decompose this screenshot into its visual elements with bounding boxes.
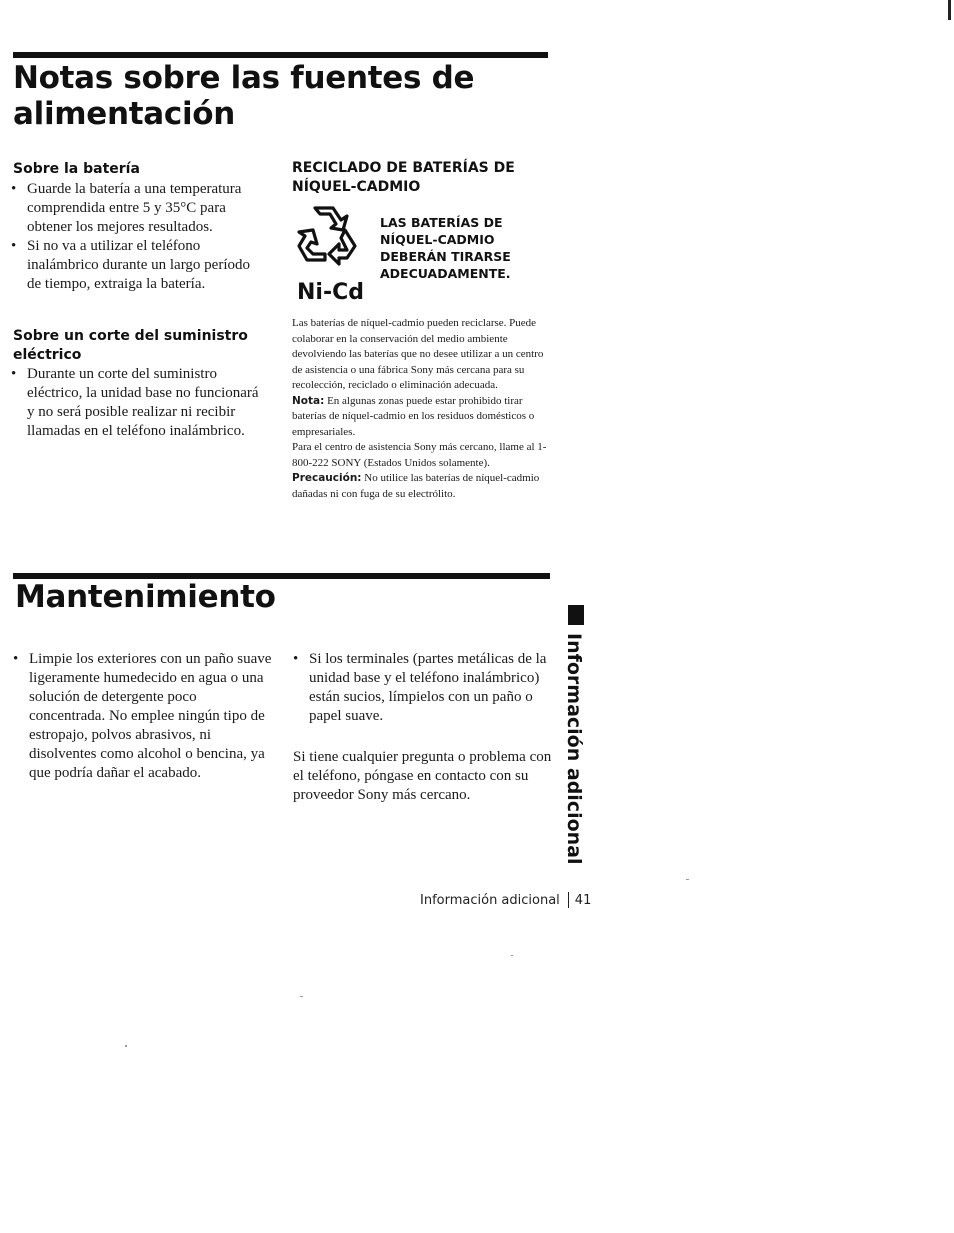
battery-heading: Sobre la batería: [13, 161, 140, 177]
list-item: • Si no va a utilizar el teléfono inalámbrico durante un largo período de tiempo, extraiga la batería.: [11, 237, 266, 294]
power-cut-heading: [13, 327, 273, 365]
warning-line: NÍQUEL-CADMIO: [380, 232, 495, 247]
nicd-label: Ni-Cd: [297, 280, 364, 305]
footer-divider: [568, 892, 569, 908]
maintenance-right-bullets: [293, 650, 553, 726]
recycling-contact: Para el centro de asistencia Sony más cercano, llame al 1-800-222 SONY (Estados Unidos solamente).: [292, 441, 547, 469]
contact-paragraph: Si tiene cualquier pregunta o problema con el teléfono, póngase en contacto con su proveedor Sony más cercano.: [293, 749, 552, 803]
section-title-maintenance: Mantenimiento: [15, 579, 276, 615]
title-line-2: alimentación: [13, 96, 236, 132]
scan-speck: [125, 1045, 127, 1047]
list-item: • Limpie los exteriores con un paño suave ligeramente humedecido en agua o una solución de detergente poco concentrada. No emplee ningún tipo de estropajo, polvos abrasivos, ni disolventes como alcohol o bencina, ya que podría dañar el acabado.: [13, 650, 275, 783]
warning-line: LAS BATERÍAS DE: [380, 215, 503, 230]
recycle-icon: [295, 200, 363, 268]
scan-speck: [511, 955, 513, 956]
recycling-warning: [380, 214, 550, 282]
title-line-1: Notas sobre las fuentes de: [13, 60, 475, 96]
recycling-heading-line-1: RECICLADO DE BATERÍAS DE: [292, 160, 515, 176]
scan-speck: [686, 879, 689, 880]
note-label: Nota:: [292, 394, 325, 407]
power-cut-bullets: [11, 365, 266, 441]
page-footer: [420, 892, 591, 910]
maintenance-left-bullets: [13, 650, 275, 783]
power-cut-heading-line-1: Sobre un corte del suministro: [13, 328, 248, 344]
battery-bullets: [11, 180, 266, 294]
section-rule-top: [13, 52, 548, 58]
recycling-note: [292, 394, 547, 441]
scan-speck: [948, 0, 951, 20]
scan-speck: [300, 996, 303, 997]
recycling-heading: [292, 159, 552, 197]
side-tab-marker: [568, 605, 584, 625]
page-number: 41: [574, 893, 592, 908]
side-tab-label: Información adicional: [563, 633, 585, 865]
list-item: • Durante un corte del suministro eléctrico, la unidad base no funcionará y no será posible realizar ni recibir llamadas en el teléfono inalámbrico.: [11, 365, 266, 441]
note-text: En algunas zonas puede estar prohibido tirar baterías de níquel-cadmio en los residuos domésticos o empresariales.: [292, 394, 535, 438]
list-item: • Si los terminales (partes metálicas de la unidad base y el teléfono inalámbrico) están sucios, límpielos con un paño o papel suave.: [293, 650, 553, 726]
recycling-paragraph: Las baterías de níquel-cadmio pueden reciclarse. Puede colaborar en la conservación del medio ambiente devolviendo las baterías que no desee utilizar a un centro de asistencia o una fábrica Sony más cercana para su recolección, reciclado o eliminación adecuada.: [292, 317, 544, 391]
recycling-heading-line-2: NÍQUEL-CADMIO: [292, 179, 421, 195]
warning-line: DEBERÁN TIRARSE: [380, 249, 511, 264]
warning-line: ADECUADAMENTE.: [380, 266, 511, 281]
caution-label: Precaución:: [292, 472, 362, 484]
power-cut-heading-line-2: eléctrico: [13, 347, 82, 363]
list-item: • Guarde la batería a una temperatura comprendida entre 5 y 35°C para obtener los mejores resultados.: [11, 180, 266, 237]
footer-section-name: Información adicional: [420, 893, 560, 908]
recycling-caution: [292, 471, 547, 502]
caution-text: No utilice las baterías de níquel-cadmio dañadas ni con fuga de su electrólito.: [292, 472, 540, 500]
recycling-body: [292, 316, 547, 502]
section-title-power-sources: [13, 60, 553, 132]
